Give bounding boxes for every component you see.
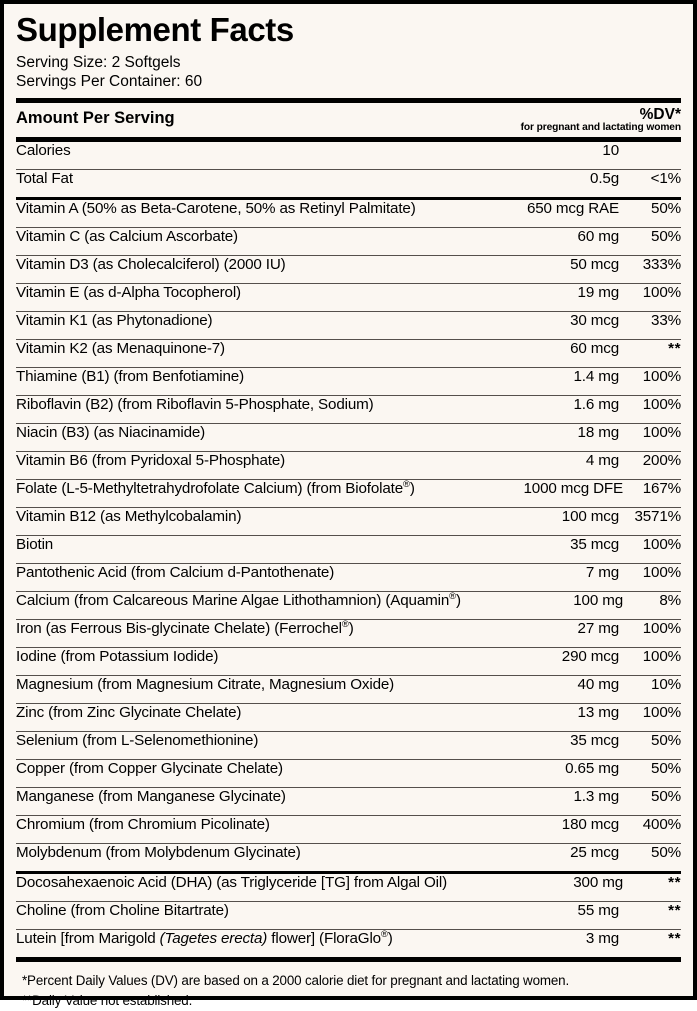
footnote-dv-not-established: **Daily Value not established. [22,992,193,1008]
nutrient-daily-value: 33% [651,311,681,329]
nutrient-daily-value: 10% [651,675,681,693]
table-row [16,704,681,731]
nutrient-amount: 35 mcg [570,535,619,553]
serving-size: Serving Size: 2 Softgels [16,53,181,71]
nutrient-daily-value: 100% [642,423,681,441]
nutrient-daily-value: 8% [659,591,681,609]
nutrient-name: Riboflavin (B2) (from Riboflavin 5-Phosphate, Sodium) [16,395,374,413]
nutrient-daily-value: ** [668,873,681,891]
table-row [16,396,681,423]
nutrient-amount: 1.4 mg [573,367,619,385]
nutrient-amount: 300 mg [573,873,623,891]
nutrient-name: Folate (L-5-Methyltetrahydrofolate Calcium) (from Biofolate®) [16,477,415,497]
nutrient-name: Copper (from Copper Glycinate Chelate) [16,759,283,777]
nutrient-amount: 40 mg [577,675,619,693]
nutrient-daily-value: 100% [642,395,681,413]
nutrient-daily-value: ** [668,901,681,919]
dv-column-header [521,107,681,134]
nutrient-name: Niacin (B3) (as Niacinamide) [16,423,206,441]
nutrient-name: Vitamin B12 (as Methylcobalamin) [16,507,242,525]
table-row [16,200,681,227]
nutrient-amount: 27 mg [577,619,619,637]
nutrient-daily-value: 200% [642,451,681,469]
table-row [16,760,681,787]
nutrient-name: Iron (as Ferrous Bis-glycinate Chelate) (Ferrochel®) [16,617,354,637]
nutrient-amount: 0.5g [590,169,619,187]
nutrient-daily-value: 50% [651,227,681,245]
nutrient-name: Lutein [from Marigold (Tagetes erecta) flower] (FloraGlo®) [16,927,393,947]
nutrient-daily-value: ** [668,339,681,357]
table-row [16,816,681,843]
dv-sublabel: for pregnant and lactating women [520,121,681,133]
nutrient-name: Manganese (from Manganese Glycinate) [16,787,286,805]
servings-per-container: Servings Per Container: 60 [16,72,203,90]
column-header [16,103,681,137]
nutrient-name: Magnesium (from Magnesium Citrate, Magnesium Oxide) [16,675,395,693]
nutrient-amount: 1.3 mg [573,787,619,805]
nutrient-daily-value: 50% [651,843,681,861]
table-row [16,874,681,901]
table-row [16,452,681,479]
nutrient-amount: 60 mg [577,227,619,245]
nutrient-amount: 18 mg [577,423,619,441]
nutrient-daily-value: 100% [642,619,681,637]
nutrient-daily-value: 100% [642,535,681,553]
nutrient-name: Pantothenic Acid (from Calcium d-Pantothenate) [16,563,335,581]
table-row [16,508,681,535]
nutrient-amount: 13 mg [577,703,619,721]
table-row [16,732,681,759]
nutrient-daily-value: 3571% [634,507,681,525]
nutrient-daily-value: 50% [651,731,681,749]
nutrient-daily-value: 400% [642,815,681,833]
nutrient-daily-value: 100% [642,563,681,581]
nutrient-amount: 55 mg [577,901,619,919]
nutrient-name: Calories [16,141,71,159]
nutrient-name: Vitamin A (50% as Beta-Carotene, 50% as Retinyl Palmitate) [16,199,416,217]
dv-label: %DV* [639,105,681,123]
nutrient-amount: 4 mg [585,451,619,469]
nutrient-daily-value: 167% [642,479,681,497]
nutrient-amount: 1.6 mg [573,395,619,413]
nutrient-amount: 19 mg [577,283,619,301]
nutrient-amount: 100 mcg [561,507,619,525]
nutrient-name: Vitamin K1 (as Phytonadione) [16,311,213,329]
nutrient-daily-value: 50% [651,199,681,217]
nutrient-amount: 50 mcg [570,255,619,273]
nutrient-amount: 290 mcg [561,647,619,665]
nutrient-amount: 7 mg [585,563,619,581]
nutrient-name: Calcium (from Calcareous Marine Algae Lithothamnion) (Aquamin®) [16,589,461,609]
footnotes [16,962,681,1011]
nutrient-amount: 30 mcg [570,311,619,329]
table-row [16,228,681,255]
table-row [16,927,681,957]
nutrient-amount: 0.65 mg [565,759,619,777]
table-row [16,676,681,703]
table-row [16,589,681,619]
table-row [16,477,681,507]
table-row [16,564,681,591]
nutrient-daily-value: ** [668,929,681,947]
nutrient-amount: 180 mcg [561,815,619,833]
nutrient-daily-value: 100% [642,283,681,301]
nutrient-name: Molybdenum (from Molybdenum Glycinate) [16,843,301,861]
nutrient-daily-value: 100% [642,647,681,665]
table-row [16,536,681,563]
nutrient-amount: 25 mcg [570,843,619,861]
nutrient-name: Choline (from Choline Bitartrate) [16,901,229,919]
nutrient-name: Total Fat [16,169,73,187]
table-row [16,284,681,311]
nutrient-daily-value: 333% [642,255,681,273]
nutrient-name: Iodine (from Potassium Iodide) [16,647,219,665]
nutrient-name: Zinc (from Zinc Glycinate Chelate) [16,703,242,721]
table-row [16,368,681,395]
table-row [16,617,681,647]
nutrient-amount: 1000 mcg DFE [523,479,623,497]
nutrient-table [16,142,681,957]
footnote-daily-value-basis: *Percent Daily Values (DV) are based on a 2000 calorie diet for pregnant and lactating women. [22,972,570,988]
amount-per-serving-label: Amount Per Serving [16,108,175,127]
table-row [16,256,681,283]
nutrient-daily-value: 50% [651,787,681,805]
table-row [16,170,681,197]
nutrient-name: Vitamin B6 (from Pyridoxal 5-Phosphate) [16,451,286,469]
nutrient-daily-value: 100% [642,703,681,721]
table-row [16,844,681,871]
nutrient-amount: 35 mcg [570,731,619,749]
nutrient-name: Vitamin K2 (as Menaquinone-7) [16,339,225,357]
nutrient-amount: 650 mcg RAE [526,199,619,217]
table-row [16,312,681,339]
nutrient-name: Vitamin C (as Calcium Ascorbate) [16,227,238,245]
nutrient-amount: 100 mg [573,591,623,609]
table-row [16,788,681,815]
nutrient-name: Selenium (from L-Selenomethionine) [16,731,259,749]
table-row [16,648,681,675]
nutrient-daily-value: 100% [642,367,681,385]
nutrient-name: Docosahexaenoic Acid (DHA) (as Triglyceride [TG] from Algal Oil) [16,873,447,891]
table-row [16,340,681,367]
table-row [16,142,681,169]
nutrient-daily-value: <1% [650,169,681,187]
nutrient-name: Biotin [16,535,54,553]
nutrient-name: Chromium (from Chromium Picolinate) [16,815,270,833]
nutrient-amount: 3 mg [585,929,619,947]
nutrient-name: Thiamine (B1) (from Benfotiamine) [16,367,245,385]
nutrient-daily-value: 50% [651,759,681,777]
nutrient-name: Vitamin E (as d-Alpha Tocopherol) [16,283,241,301]
table-row [16,424,681,451]
nutrient-amount: 60 mcg [570,339,619,357]
page-title: Supplement Facts [16,11,294,48]
nutrient-name: Vitamin D3 (as Cholecalciferol) (2000 IU) [16,255,286,273]
nutrient-amount: 10 [602,141,619,159]
table-row [16,902,681,929]
